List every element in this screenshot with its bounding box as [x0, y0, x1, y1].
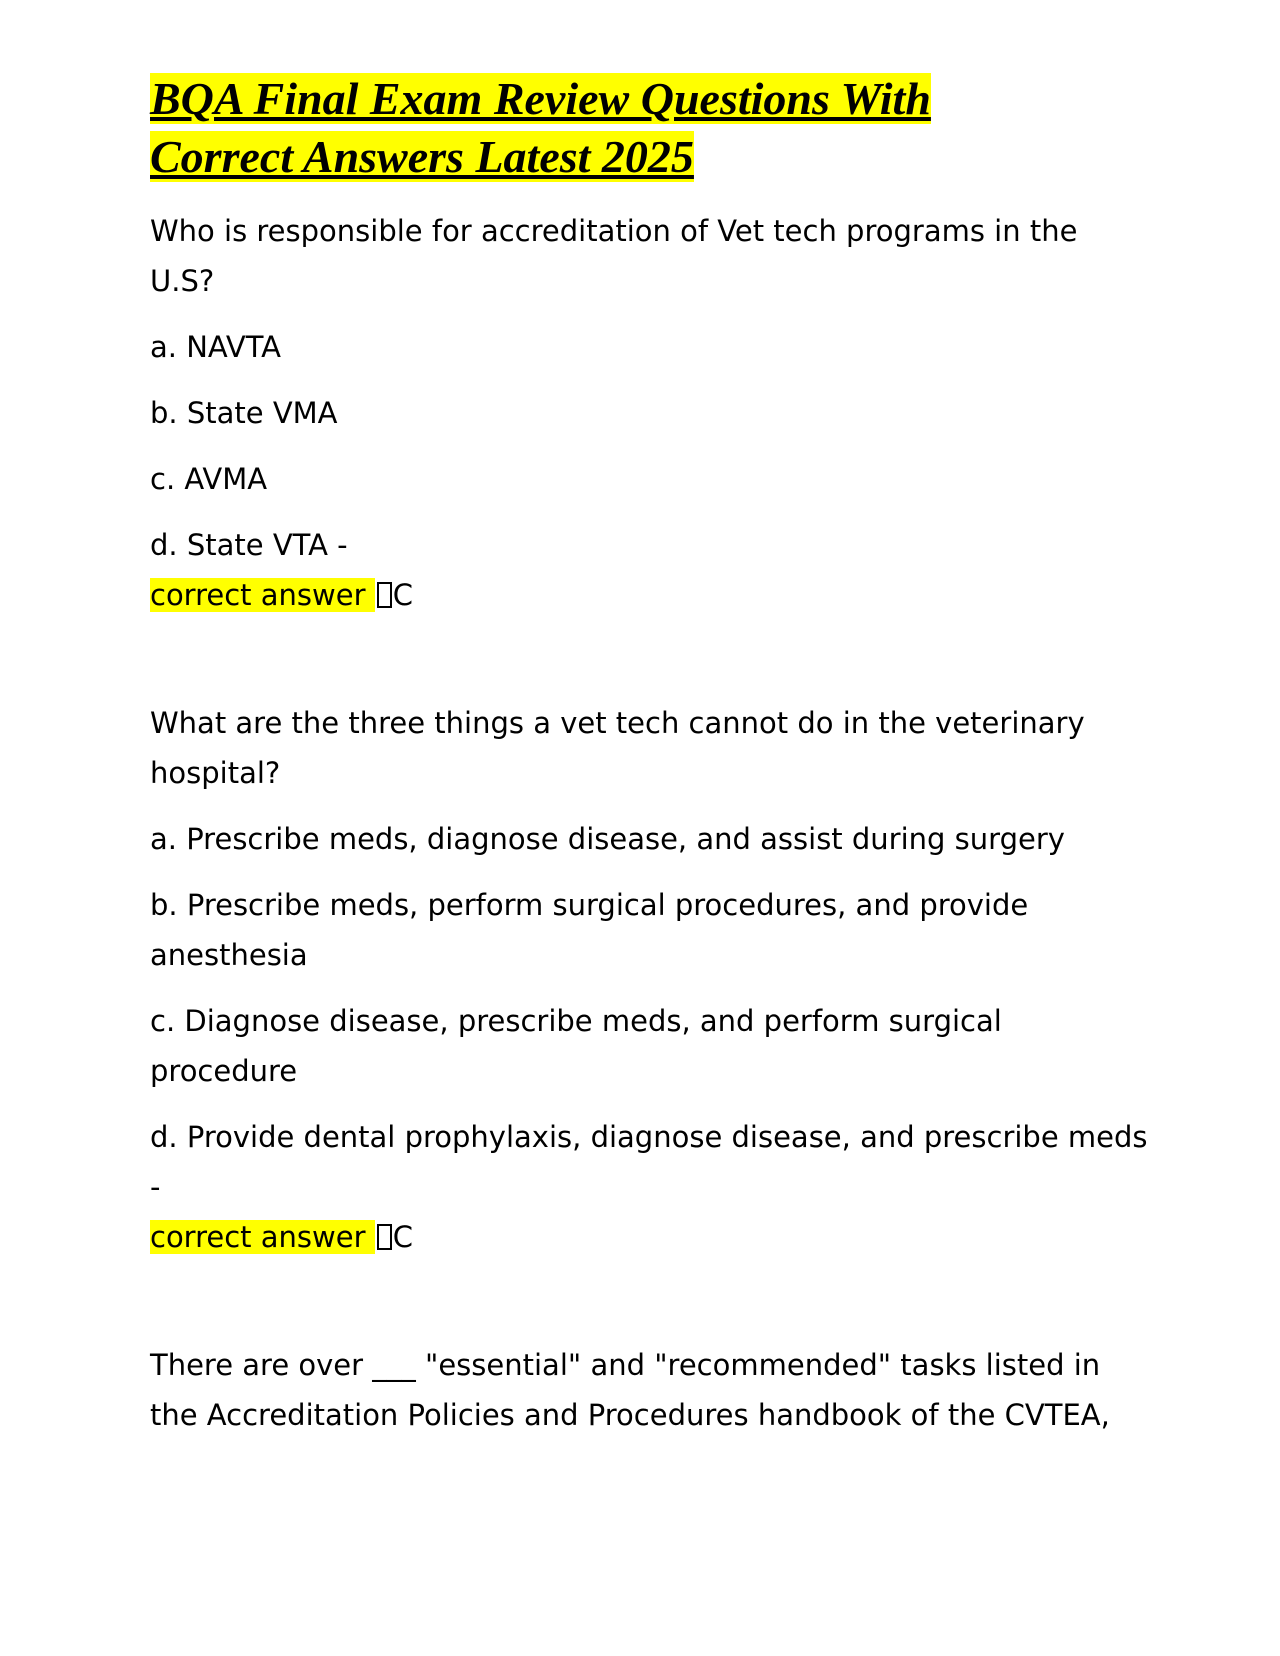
title-line-1: BQA Final Exam Review Questions With — [150, 73, 931, 124]
answer-label: correct answer — [150, 1220, 375, 1254]
spacer — [150, 620, 1150, 698]
missing-glyph-icon — [377, 1224, 392, 1250]
answer-value: C — [392, 578, 413, 612]
option-d: d. State VTA - — [150, 528, 348, 562]
missing-glyph-icon — [377, 582, 392, 608]
answer-label: correct answer — [150, 578, 375, 612]
question-block-3 — [150, 1340, 1150, 1440]
option-b: b. State VMA — [150, 396, 338, 430]
option-a: a. NAVTA — [150, 330, 282, 364]
option-c: c. AVMA — [150, 462, 268, 496]
question-block-1 — [150, 206, 1150, 620]
question-text: There are over ___ "essential" and "recommended" tasks listed in the Accreditation Policies and Procedures handbook of the CVTEA, — [150, 1348, 1110, 1432]
option-d: d. Provide dental prophylaxis, diagnose disease, and prescribe meds - — [150, 1120, 1148, 1204]
title-line-2: Correct Answers Latest 2025 — [150, 131, 694, 182]
answer-line — [150, 1212, 1150, 1262]
question-text: What are the three things a vet tech cannot do in the veterinary hospital? — [150, 706, 1085, 790]
spacer — [150, 1262, 1150, 1340]
document-page — [150, 70, 1150, 1456]
answer-value: C — [392, 1220, 413, 1254]
option-b: b. Prescribe meds, perform surgical procedures, and provide anesthesia — [150, 888, 1029, 972]
option-c: c. Diagnose disease, prescribe meds, and perform surgical procedure — [150, 1004, 1002, 1088]
document-title — [150, 70, 1150, 186]
option-a: a. Prescribe meds, diagnose disease, and assist during surgery — [150, 822, 1065, 856]
question-text: Who is responsible for accreditation of Vet tech programs in the U.S? — [150, 214, 1078, 298]
question-block-2 — [150, 698, 1150, 1262]
answer-line — [150, 570, 1150, 620]
